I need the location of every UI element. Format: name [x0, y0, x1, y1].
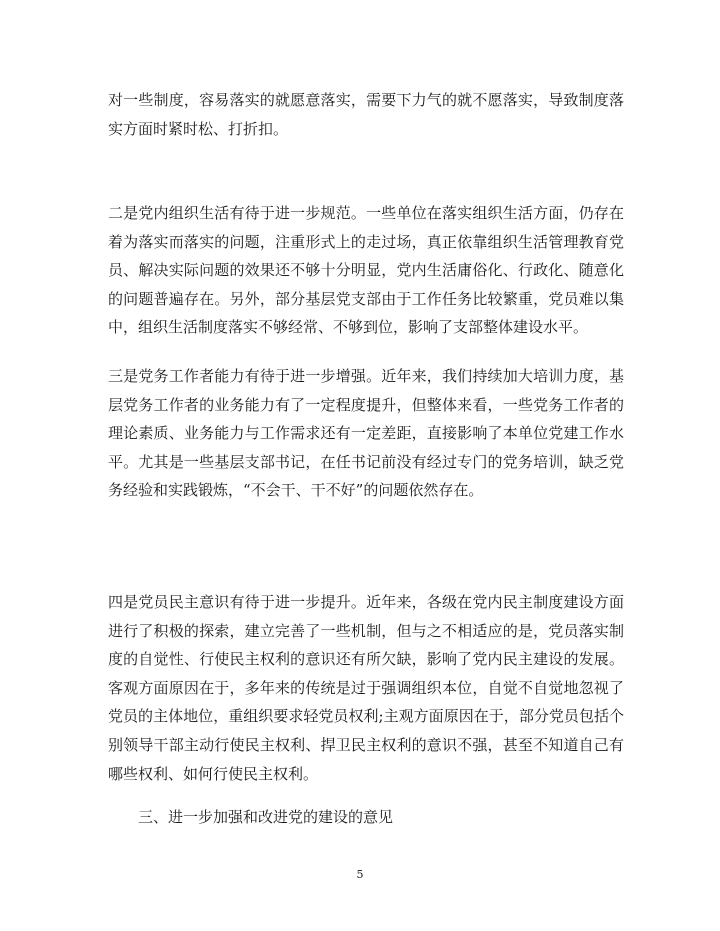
paragraph-party-worker-ability: 三是党务工作者能力有待于进一步增强。近年来，我们持续加大培训力度，基层党务工作者的业务能力有了一定程度提升，但整体来看，一些党务工作者的理论素质、业务能力与工作需求还有一定差距，直接影响了本单位党建工作水平。尤其是一些基层支部书记，在任书记前没有经过专门的党务培训，缺乏党务经验和实践锻炼，“不会干、干不好”的问题依然存在。	[108, 367, 624, 500]
section-heading: 三、进一步加强和改进党的建设的意见	[138, 808, 394, 826]
page-number: 5	[356, 868, 364, 881]
paragraph-democratic-awareness: 四是党员民主意识有待于进一步提升。近年来，各级在党内民主制度建设方面进行了积极的探索，建立完善了一些机制，但与之不相适应的是，党员落实制度的自觉性、行使民主权利的意识还有所欠缺，影响了党内民主建设的发展。客观方面原因在于，多年来的传统是过于强调组织本位，自觉不自觉地忽视了党员的主体地位，重组织要求轻党员权利;主观方面原因在于，部分党员包括个别领导干部主动行使民主权利、捍卫民主权利的意识不强，甚至不知道自己有哪些权利、如何行使民主权利。	[108, 593, 624, 783]
paragraph-system-implementation: 对一些制度，容易落实的就愿意落实，需要下力气的就不愿落实，导致制度落实方面时紧时松、打折扣。	[108, 91, 624, 138]
paragraph-organizational-life: 二是党内组织生活有待于进一步规范。一些单位在落实组织生活方面，仍存在着为落实而落实的问题，注重形式上的走过场，真正依靠组织生活管理教育党员、解决实际问题的效果还不够十分明显，党内生活庸俗化、行政化、随意化的问题普遍存在。另外，部分基层党支部由于工作任务比较繁重，党员难以集中，组织生活制度落实不够经常、不够到位，影响了支部整体建设水平。	[108, 204, 624, 337]
